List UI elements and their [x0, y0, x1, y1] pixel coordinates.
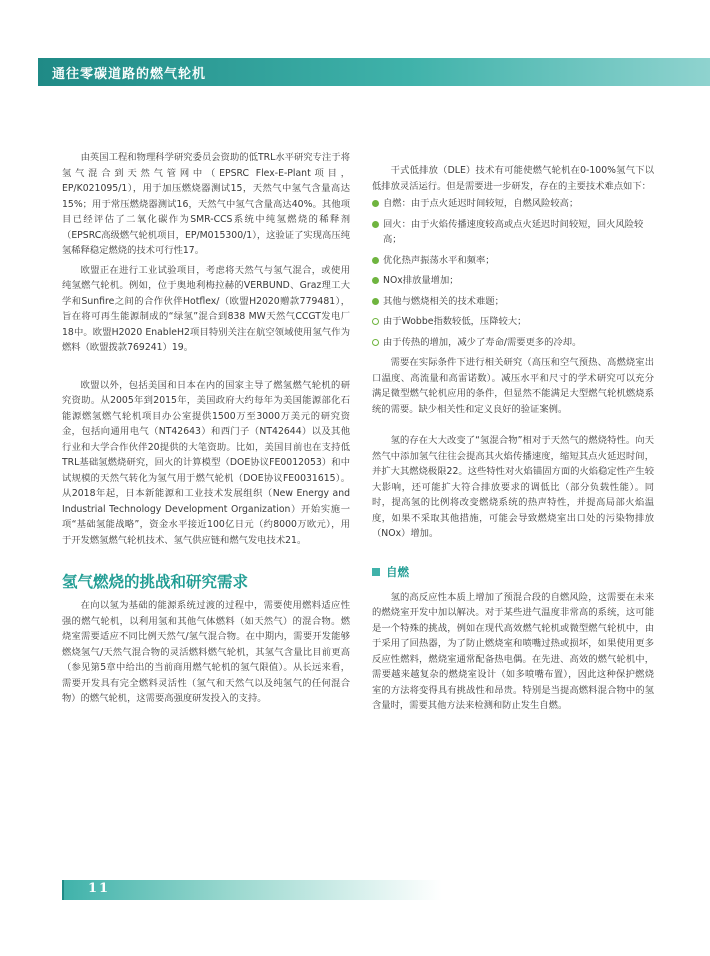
header-bar [38, 58, 710, 86]
sub-heading: 自燃 [372, 564, 654, 580]
list-item: 由于Wobbe指数较低，压降较大； [372, 314, 654, 330]
list-item: 自燃：由于点火延迟时间较短，自燃风险较高； [372, 196, 654, 212]
bullet-dot-icon [372, 298, 379, 305]
paragraph-uk-research: 由英国工程和物理科学研究委员会资助的低TRL水平研究专注于将氢气混合到天然气管网中（EPSRC Flex-E-Plant项目，EP/K021095/1），用于加压燃烧器测试15，天然气中氢气含量高达15%；用于常压燃烧器测试16，天然气中氢气含量高达40%。其他项目已经评估了二氧化碳作为SMR-CCS系统中纯氢燃烧的稀释剂（EPSRC高级燃气轮机项目，EP/M015300/1），这验证了实现高压纯氢稀释稳定燃烧的技术可行性17。 [62, 152, 350, 256]
bullet-dot-icon [372, 277, 379, 284]
bullet-dot-icon [372, 200, 379, 207]
bullet-ring-icon [372, 339, 379, 346]
paragraph-eu-projects: 欧盟正在进行工业试验项目，考虑将天然气与氢气混合，或使用纯氢燃气轮机。例如，位于奥地利梅拉赫的VERBUND、Graz理工大学和Sunfire之间的合作伙伴Hotflex/（欧盟H2020赠款779481），旨在将可再生能源制成的“绿氢”混合到838 MW天然气CCGT发电厂18中。欧盟H2020 EnableH2项目特别关注在航空领域使用氢气作为燃料（欧盟拨款769241）19。 [62, 264, 350, 353]
list-item: 回火：由于火焰传播速度较高或点火延迟时间较短，回火风险较高； [372, 217, 654, 248]
paragraph-hydrogen-properties: 氢的存在大大改变了“氢混合物”相对于天然气的燃烧特性。向天然气中添加氢气往往会提高其火焰传播速度，缩短其点火延迟时间，并扩大其燃烧极限22。这些特性对火焰锚固方面的火焰稳定性产生较大影响，还可能扩大符合排放要求的调低比（部分负载性能）。同时，提高氢的比例将改变燃烧系统的热声特性，并提高局部火焰温度，如果不采取其他措施，可能会导致燃烧室出口处的污染物排放（NOx）增加。 [372, 435, 654, 539]
running-title: 通往零碳道路的燃气轮机 [52, 67, 207, 82]
paragraph-realistic-conditions: 需要在实际条件下进行相关研究（高压和空气预热、高燃烧室出口温度、高流量和高雷诺数）。减压水平和尺寸的学术研究可以充分满足微型燃气轮机应用的条件，但显然不能满足大型燃气轮机燃烧系统的需要。缺少相关性和定义良好的验证案例。 [372, 357, 654, 415]
list-item: 其他与燃烧相关的技术难题； [372, 294, 654, 310]
left-column [62, 150, 350, 707]
paragraph-transition: 在向以氢为基础的能源系统过渡的过程中，需要使用燃料适应性强的燃气轮机，以利用氢和其他气体燃料（如天然气）的混合物。燃烧室需要适应不同比例天然气/氢气混合物。在中期内，需要开发能够燃烧氢气/天然气混合物的灵活燃料燃气轮机，其氢气含量比目前更高（参见第5章中给出的当前商用燃气轮机的氢气限值）。从长远来看，需要开发具有完全燃料灵活性（氢气和天然气以及纯氢气的任何混合物）的燃气轮机，这需要高强度研发投入的支持。 [62, 600, 350, 704]
list-item: 由于传热的增加，减少了寿命/需要更多的冷却。 [372, 335, 654, 351]
page-number: 11 [88, 881, 111, 896]
page-number-bar [62, 880, 442, 900]
bullet-ring-icon [372, 318, 379, 325]
section-heading: 氢气燃烧的挑战和研究需求 [62, 573, 249, 591]
right-column [372, 163, 654, 714]
page-bar-accent [62, 880, 64, 900]
square-marker-icon [372, 568, 380, 576]
list-item: NOx排放量增加； [372, 273, 654, 289]
paragraph-dle: 干式低排放（DLE）技术有可能使燃气轮机在0-100%氢气下以低排放灵活运行。但是需要进一步研发，存在的主要技术难点如下： [372, 165, 654, 192]
bullet-dot-icon [372, 257, 379, 264]
paragraph-us-japan: 欧盟以外，包括美国和日本在内的国家主导了燃氢燃气轮机的研究资助。从2005年到2015年，美国政府大约每年为美国能源部化石能源燃氢燃气轮机项目办公室提供1500万至3000万美元的研究资金，包括向通用电气（NT42643）和西门子（NT42644）以及其他行业和大学合作伙伴20提供的大笔资助。比如，美国目前也在支持低TRL基础氢燃烧研究，回火的计算模型（DOE协议FE0012053）和中试规模的天然气转化为氢气用于燃气轮机（DOE协议FE0031615）。从2018年起，日本新能源和工业技术发展组织（New Energy and Industrial Technology Development Organization）开始实施一项“基础氢能战略”，资金水平接近100亿日元（约8000万欧元），用于开发燃氢燃气轮机技术、氢气供应链和燃气发电技术21。 [62, 379, 350, 546]
bullet-dot-icon [372, 221, 379, 228]
challenge-list [372, 196, 654, 350]
list-item: 优化热声振荡水平和频率； [372, 253, 654, 269]
paragraph-autoignition: 氢的高反应性本质上增加了预混合段的自燃风险，这需要在未来的燃烧室开发中加以解决。对于某些进气温度非常高的系统，这可能是一个特殊的挑战，例如在现代高效燃气轮机或微型燃气轮机中，由于采用了回热器，为了防止燃烧室和喷嘴过热或损坏，如果使用更多反应性燃料，燃烧室通常配备热电偶。在先进、高效的燃气轮机中，需要越来越复杂的燃烧室设计（如多喷嘴布置），因此这种保护燃烧室的方法将变得具有挑战性和昂贵。特别是当提高燃料混合物中的氢含量时，需要其他方法来检测和防止发生自燃。 [372, 591, 654, 711]
